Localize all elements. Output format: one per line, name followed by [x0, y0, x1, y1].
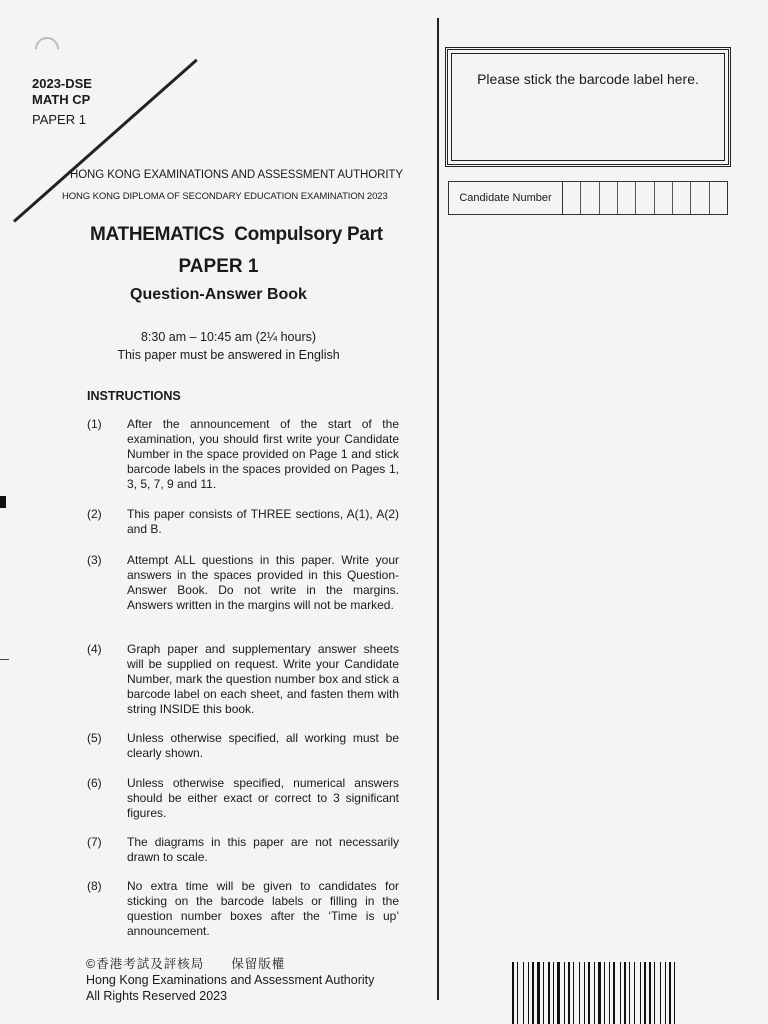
page-divider	[437, 18, 439, 1000]
candidate-number-cell[interactable]	[600, 182, 618, 214]
candidate-number-cell[interactable]	[710, 182, 727, 214]
instruction-number: (5)	[87, 731, 102, 745]
exam-code: 2023-DSE	[32, 76, 92, 91]
instruction-text: Graph paper and supplementary answer sheets will be supplied on request. Write your Candidate Number, mark the question number box and stick a barcode label on each sheet, and fasten them with string INSIDE this book.	[127, 642, 399, 716]
barcode-gap	[678, 962, 679, 1024]
candidate-number-cell[interactable]	[618, 182, 636, 214]
instruction-number: (4)	[87, 642, 102, 656]
edge-tick	[0, 659, 9, 660]
instruction-text: The diagrams in this paper are not necessarily drawn to scale.	[127, 835, 399, 864]
instruction-number: (6)	[87, 776, 102, 790]
instruction-text: Unless otherwise specified, all working must be clearly shown.	[127, 731, 399, 760]
subject-title: MATHEMATICS Compulsory Part	[90, 224, 383, 245]
barcode-image	[512, 962, 766, 1024]
copyright-zh: ©香港考試及評核局 保留版權	[86, 957, 286, 971]
candidate-number-cell[interactable]	[563, 182, 581, 214]
instruction-number: (2)	[87, 507, 102, 521]
copyright-en: Hong Kong Examinations and Assessment Authority	[86, 973, 375, 987]
staple-mark	[30, 32, 64, 66]
paper-code: PAPER 1	[32, 112, 86, 127]
candidate-number-label: Candidate Number	[449, 182, 563, 214]
authority-name: HONG KONG EXAMINATIONS AND ASSESSMENT AUTHORITY	[70, 169, 403, 181]
instructions-heading: INSTRUCTIONS	[87, 389, 181, 403]
instruction-number: (3)	[87, 553, 102, 567]
instruction-text: Attempt ALL questions in this paper. Write your answers in the spaces provided in this Question-Answer Book. Do not write in the margins. Answers written in the margins will not be marked.	[127, 553, 399, 612]
instruction-number: (8)	[87, 879, 102, 893]
barcode-instruction: Please stick the barcode label here.	[477, 71, 699, 87]
language-note: This paper must be answered in English	[117, 348, 340, 362]
instruction-text: This paper consists of THREE sections, A(1), A(2) and B.	[127, 507, 399, 536]
candidate-number-cell[interactable]	[655, 182, 673, 214]
instruction-number: (7)	[87, 835, 102, 849]
copyright-block	[86, 956, 374, 1004]
instruction-text: After the announcement of the start of the examination, you should first write your Candidate Number in the space provided on Page 1 and stick barcode labels in the spaces provided on Pages 1, 3, 5, 7, 9 and 11.	[127, 417, 399, 491]
edge-mark	[0, 496, 6, 508]
candidate-number-box	[448, 181, 728, 215]
candidate-number-cell[interactable]	[636, 182, 654, 214]
instruction-text: Unless otherwise specified, numerical answers should be either exact or correct to 3 significant figures.	[127, 776, 399, 820]
candidate-number-cell[interactable]	[691, 182, 709, 214]
paper-code-block	[32, 76, 92, 128]
barcode-label-box	[445, 47, 731, 167]
candidate-number-cell[interactable]	[581, 182, 599, 214]
book-title: Question-Answer Book	[130, 286, 307, 303]
subject-code: MATH CP	[32, 92, 91, 107]
candidate-number-cell[interactable]	[673, 182, 691, 214]
paper-title: PAPER 1	[178, 256, 259, 277]
instruction-number: (1)	[87, 417, 102, 431]
exam-title: HONG KONG DIPLOMA OF SECONDARY EDUCATION EXAMINATION 2023	[62, 191, 388, 202]
copyright-rights: All Rights Reserved 2023	[86, 989, 228, 1003]
instruction-text: No extra time will be given to candidates for sticking on the barcode labels or filling in the question number boxes after the ‘Time is up’ announcement.	[127, 879, 399, 938]
exam-time: 8:30 am – 10:45 am (2¼ hours)	[140, 330, 317, 344]
